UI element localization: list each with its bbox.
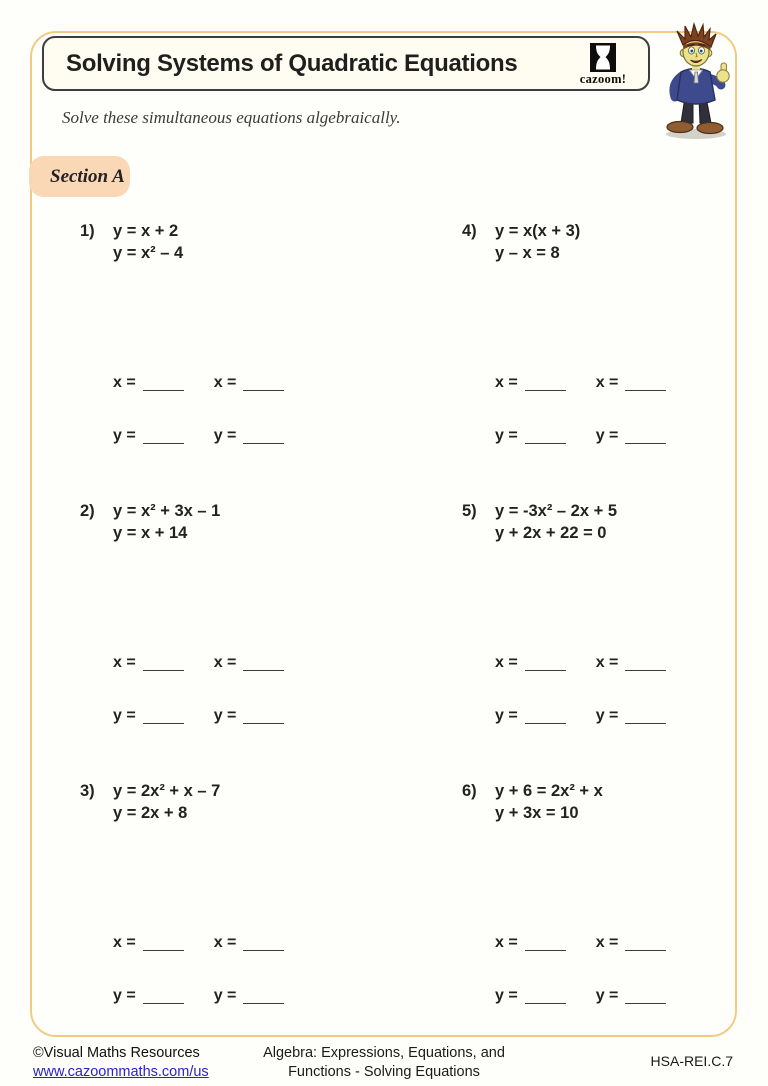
answer-blank [525, 657, 566, 671]
standard-code: HSA-REI.C.7 [650, 1053, 733, 1069]
answer-blank [143, 377, 184, 391]
cazoom-hourglass-icon [590, 43, 616, 72]
equation-2: y = x² – 4 [113, 244, 184, 262]
problem-number: 5) [462, 502, 477, 520]
title-box [42, 36, 650, 91]
answer-group-x1 [113, 653, 184, 673]
answer-blank [243, 710, 284, 724]
answer-group-y1 [113, 986, 184, 1006]
equation-1: y = x(x + 3) [495, 222, 581, 240]
cazoommaths-link[interactable]: www.cazoommaths.com/us [33, 1064, 209, 1080]
answer-group-x1 [113, 373, 184, 393]
answer-blank [243, 937, 284, 951]
answer-blank [625, 377, 666, 391]
problems-grid [80, 220, 740, 1060]
answer-blank [625, 937, 666, 951]
answer-group-x1 [495, 653, 566, 673]
answer-group-y2 [596, 706, 667, 726]
answer-blank [243, 430, 284, 444]
answer-group-x2 [214, 653, 285, 673]
answer-group-y2 [214, 986, 285, 1006]
problem-6 [462, 780, 740, 1060]
answer-blank [525, 377, 566, 391]
problem-number: 3) [80, 782, 95, 800]
topic-line-2: Functions - Solving Equations [288, 1064, 480, 1080]
problem-number: 1) [80, 222, 95, 240]
y-equals-label: y = [113, 427, 136, 444]
answer-blank [243, 377, 284, 391]
x-equals-label: x = [495, 654, 518, 671]
equation-1: y = x² + 3x – 1 [113, 502, 221, 520]
y-equals-label: y = [495, 987, 518, 1004]
answer-group-x1 [495, 373, 566, 393]
cazoom-character-illustration [652, 22, 744, 142]
problem-number: 2) [80, 502, 95, 520]
x-equals-label: x = [495, 934, 518, 951]
y-equals-label: y = [213, 427, 237, 444]
section-a-label: Section A [29, 156, 130, 197]
answer-blank [625, 710, 666, 724]
answer-group-y2 [214, 426, 285, 446]
y-equals-label: y = [595, 987, 619, 1004]
equation-2: y + 2x + 22 = 0 [495, 524, 607, 542]
answer-blank [143, 710, 184, 724]
answer-blank [243, 657, 284, 671]
answer-group-y2 [214, 706, 285, 726]
x-equals-label: x = [595, 374, 619, 391]
cazoom-logo [573, 43, 633, 87]
answer-group-x1 [113, 933, 184, 953]
equation-2: y – x = 8 [495, 244, 560, 262]
y-equals-label: y = [495, 427, 518, 444]
answer-group-x1 [495, 933, 566, 953]
answer-group-y1 [495, 426, 566, 446]
answer-group-y1 [113, 706, 184, 726]
y-equals-label: y = [113, 987, 136, 1004]
equation-1: y = -3x² – 2x + 5 [495, 502, 618, 520]
answer-blank [143, 430, 184, 444]
answer-blank [525, 937, 566, 951]
topic-line-1: Algebra: Expressions, Equations, and [263, 1045, 505, 1061]
x-equals-label: x = [495, 374, 518, 391]
problem-3 [80, 780, 462, 1060]
answer-group-x2 [596, 933, 667, 953]
x-equals-label: x = [213, 374, 237, 391]
answer-blank [143, 990, 184, 1004]
copyright-text: ©Visual Maths Resources [33, 1045, 200, 1061]
answer-blank [525, 990, 566, 1004]
answer-blank [143, 657, 184, 671]
answer-group-y1 [495, 706, 566, 726]
x-equals-label: x = [113, 654, 136, 671]
problem-2 [80, 500, 462, 780]
equation-2: y = 2x + 8 [113, 804, 188, 822]
answer-group-x2 [596, 373, 667, 393]
problem-number: 6) [462, 782, 477, 800]
answer-group-y1 [113, 426, 184, 446]
answer-blank [625, 430, 666, 444]
answer-group-x2 [596, 653, 667, 673]
x-equals-label: x = [595, 654, 619, 671]
equation-1: y = 2x² + x – 7 [113, 782, 221, 800]
page-title: Solving Systems of Quadratic Equations [66, 49, 518, 77]
answer-blank [625, 657, 666, 671]
y-equals-label: y = [595, 707, 619, 724]
cazoom-logo-caption: cazoom! [579, 72, 627, 86]
answer-group-y1 [495, 986, 566, 1006]
answer-blank [625, 990, 666, 1004]
instruction-text: Solve these simultaneous equations algebraically. [62, 108, 401, 127]
equation-1: y = x + 2 [113, 222, 179, 240]
answer-group-x2 [214, 933, 285, 953]
equation-1: y + 6 = 2x² + x [495, 782, 603, 800]
problem-number: 4) [462, 222, 477, 240]
answer-group-y2 [596, 426, 667, 446]
answer-blank [143, 937, 184, 951]
equation-2: y + 3x = 10 [495, 804, 579, 822]
answer-blank [525, 430, 566, 444]
y-equals-label: y = [213, 987, 237, 1004]
answer-blank [243, 990, 284, 1004]
x-equals-label: x = [595, 934, 619, 951]
y-equals-label: y = [113, 707, 136, 724]
problem-1 [80, 220, 462, 500]
problem-4 [462, 220, 740, 500]
answer-blank [525, 710, 566, 724]
x-equals-label: x = [213, 934, 237, 951]
x-equals-label: x = [113, 934, 136, 951]
y-equals-label: y = [213, 707, 237, 724]
x-equals-label: x = [213, 654, 237, 671]
answer-group-x2 [214, 373, 285, 393]
x-equals-label: x = [113, 374, 136, 391]
problem-5 [462, 500, 740, 780]
y-equals-label: y = [595, 427, 619, 444]
equation-2: y = x + 14 [113, 524, 188, 542]
y-equals-label: y = [495, 707, 518, 724]
answer-group-y2 [596, 986, 667, 1006]
